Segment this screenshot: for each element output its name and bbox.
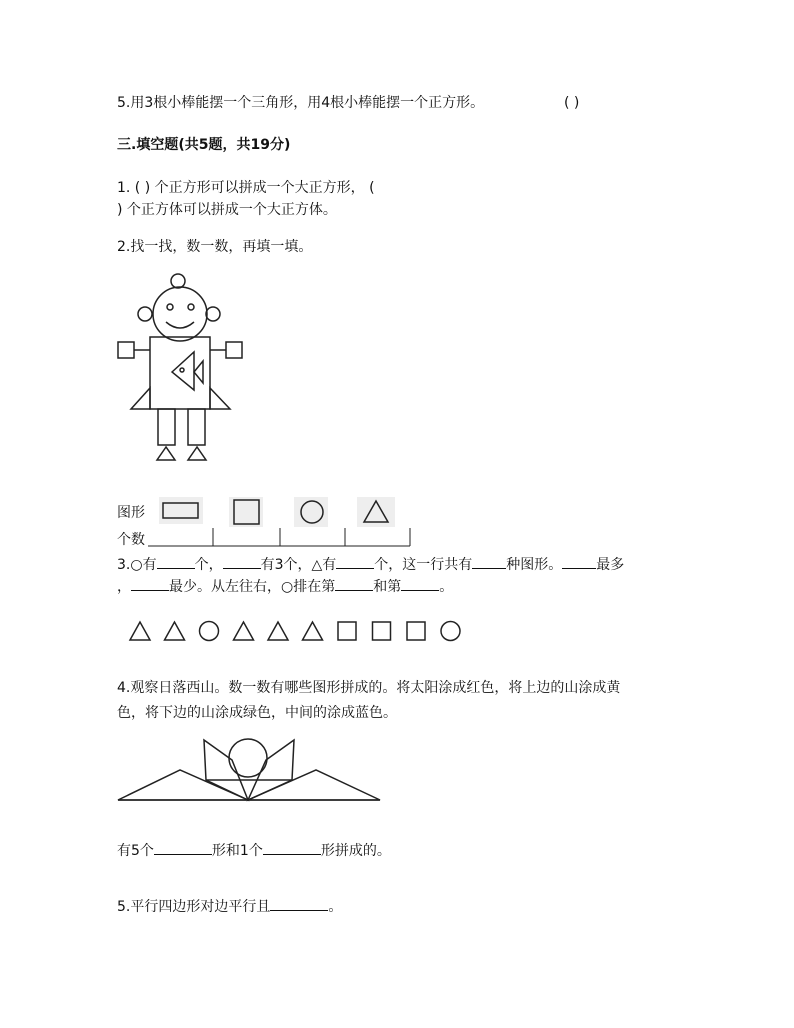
- q3-text-10: 。: [439, 579, 454, 595]
- fill-question-2-text: 2.找一找，数一数，再填一填。: [117, 239, 313, 255]
- q4-blank-shape-2[interactable]: [263, 840, 321, 855]
- q4-answer-text-1: 有5个: [117, 843, 154, 859]
- count-row-label: 个数: [117, 532, 145, 548]
- q5-text-after: 。: [328, 899, 343, 915]
- q3-text-6: 最多: [596, 557, 625, 573]
- q4-answer-text-3: 形拼成的。: [320, 843, 391, 859]
- shape-row-label: 图形: [117, 505, 145, 521]
- section-title: 三.填空题(共5题，共19分): [117, 137, 291, 153]
- q3-text-8: 最少。从左往右，○排在第: [169, 579, 336, 595]
- fill-question-1-line-1: 1. ( ) 个正方形可以拼成一个大正方形， (: [117, 180, 375, 196]
- lower-mountain-right: [248, 770, 380, 800]
- upper-mountain-right: [248, 740, 294, 800]
- q4-answer-text-2: 形和1个: [211, 843, 263, 859]
- fill-question-4-answer: [117, 840, 391, 861]
- answer-parentheses: ( ): [564, 95, 580, 111]
- fill-question-4-line-1: 4.观察日落西山。数一数有哪些图形拼成的。将太阳涂成红色，将上边的山涂成黄: [117, 680, 621, 696]
- q5-text-before: 5.平行四边形对边平行且: [117, 899, 271, 915]
- q3-text-7: ，: [117, 579, 131, 595]
- judge-question-5-text: 5.用3根小棒能摆一个三角形，用4根小棒能摆一个正方形。: [117, 95, 485, 111]
- q3-text-4: 个，这一行共有: [374, 557, 473, 573]
- fill-question-4-line-2: 色，将下边的山涂成绿色，中间的涂成蓝色。: [117, 705, 397, 721]
- q3-text-2: 个，: [194, 557, 223, 573]
- q5-blank[interactable]: [270, 896, 328, 911]
- q4-blank-shape-1[interactable]: [154, 840, 212, 855]
- q3-text-9: 和第: [373, 579, 402, 595]
- q3-text-1: 3.○有: [117, 557, 157, 573]
- lower-mountain-left: [118, 770, 248, 800]
- fill-question-1-line-2: ) 个正方体可以拼成一个大正方体。: [117, 202, 337, 218]
- q3-text-5: 种图形。: [506, 557, 563, 573]
- q3-text-3: 有3个，△有: [260, 557, 337, 573]
- fill-question-5: [117, 896, 342, 917]
